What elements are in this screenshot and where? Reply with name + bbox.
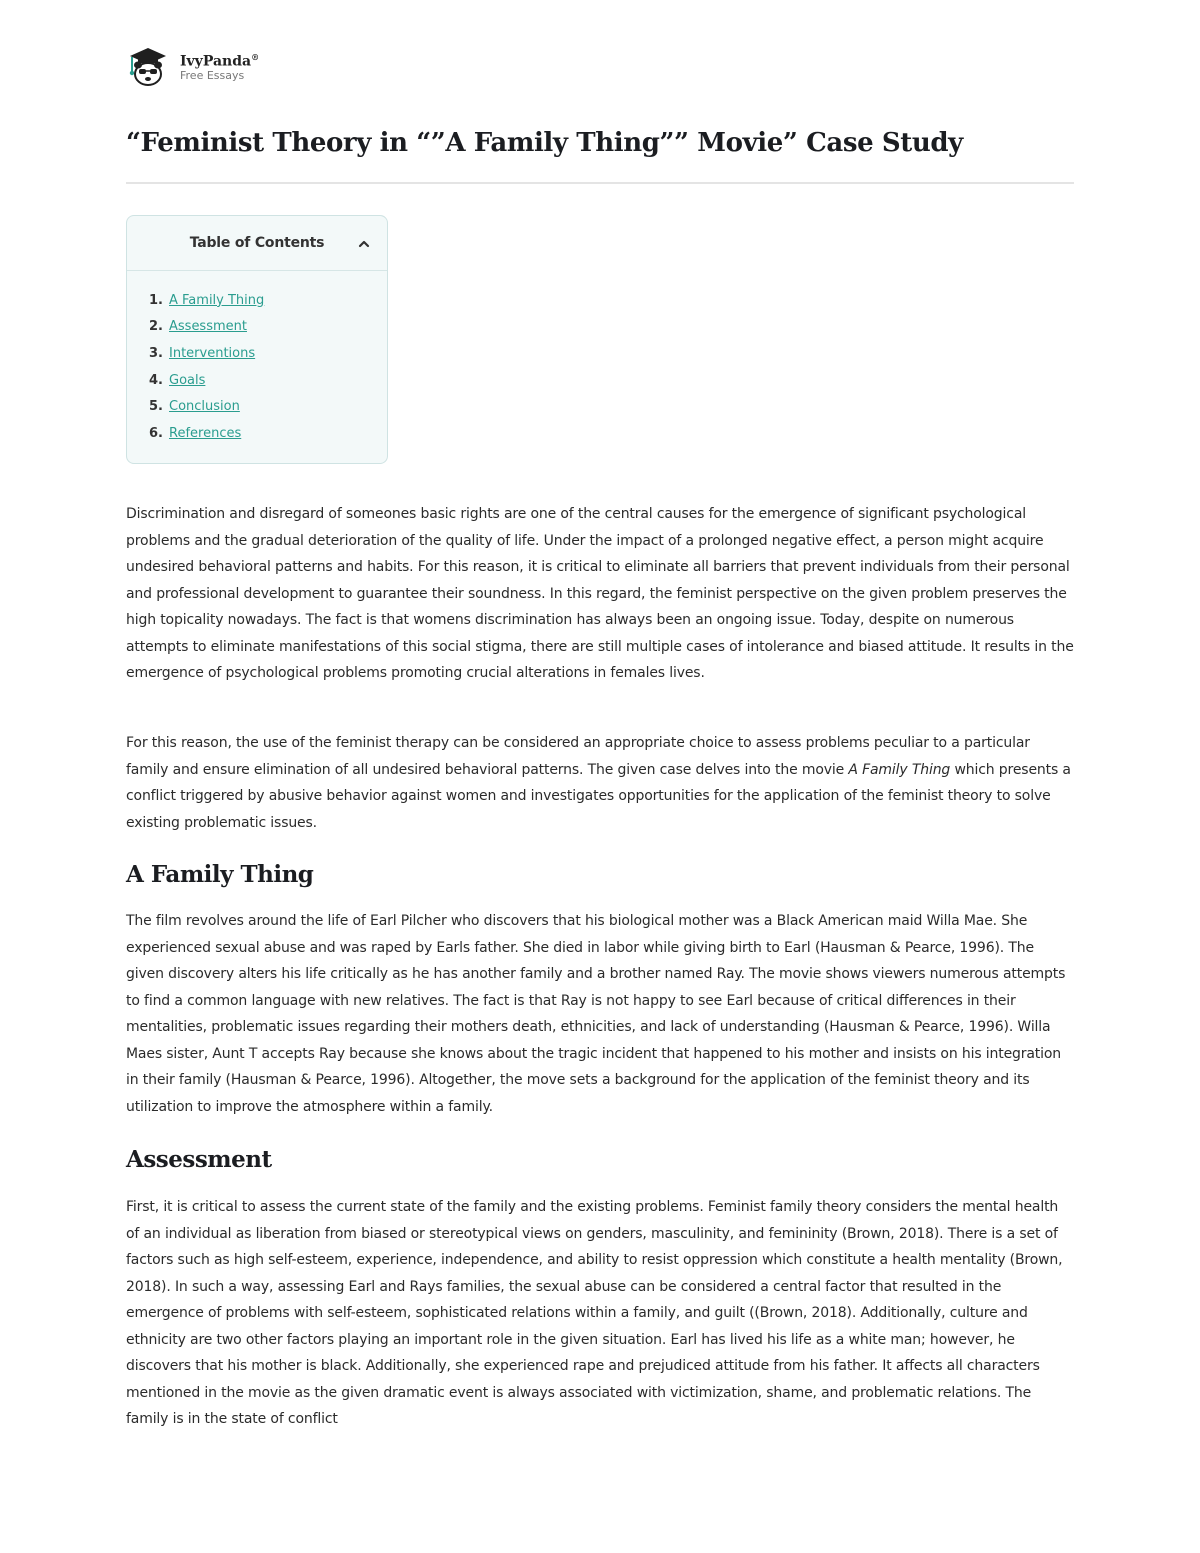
toc-link-assessment[interactable]: Assessment bbox=[169, 319, 247, 335]
intro-text: For this reason, the use of the feminist therapy can be considered an appropriate choice to assess problems peculiar to a particular family and ensure elimination of all undesired behavioral patterns. The given case delves into the movie bbox=[126, 735, 1030, 778]
panda-graduate-icon[interactable] bbox=[126, 44, 172, 88]
toc-item-number: 4. bbox=[149, 372, 163, 388]
toc-item-number: 3. bbox=[149, 345, 163, 361]
intro-paragraph-2 bbox=[126, 730, 1074, 836]
toc-item bbox=[149, 367, 387, 394]
toc-header[interactable] bbox=[127, 216, 387, 271]
toc-item-number: 5. bbox=[149, 399, 163, 415]
toc-title: Table of Contents bbox=[189, 235, 325, 251]
chevron-up-icon[interactable] bbox=[357, 236, 371, 250]
toc-link-conclusion[interactable]: Conclusion bbox=[169, 399, 240, 415]
table-of-contents bbox=[126, 215, 388, 464]
toc-item-number: 2. bbox=[149, 319, 163, 335]
section-heading-a-family-thing: A Family Thing bbox=[126, 861, 314, 888]
toc-item bbox=[149, 420, 387, 447]
movie-title: A Family Thing bbox=[848, 761, 951, 778]
toc-link-interventions[interactable]: Interventions bbox=[169, 345, 256, 361]
toc-item-number: 6. bbox=[149, 425, 163, 441]
page-title: “Feminist Theory in “”A Family Thing”” Movie” Case Study bbox=[126, 128, 963, 158]
title-divider bbox=[126, 182, 1074, 184]
section-paragraph: The film revolves around the life of Earl Pilcher who discovers that his biological mother was a Black American maid Willa Mae. She experienced sexual abuse and was raped by Earls father. She died in labor while giving birth to Earl (Hausman & Pearce, 1996). The given discovery alters his life critically as he has another family and a brother named Ray. The movie shows viewers numerous attempts to find a common language with new relatives. The fact is that Ray is not happy to see Earl because of critical differences in their mentalities, problematic issues regarding their mothers death, ethnicities, and lack of understanding (Hausman & Pearce, 1996). Willa Maes sister, Aunt T accepts Ray because she knows about the tragic incident that happened to his mother and insists on his integration in their family (Hausman & Pearce, 1996). Altogether, the move sets a background for the application of the feminist theory and its utilization to improve the atmosphere within a family. bbox=[126, 913, 1066, 1115]
toc-link-a-family-thing[interactable]: A Family Thing bbox=[169, 292, 265, 308]
toc-item bbox=[149, 287, 387, 314]
intro-paragraph-1: Discrimination and disregard of someones basic rights are one of the central causes for the emergence of significant psychological problems and the gradual deterioration of the quality of life. Under the impact of a prolonged negative effect, a person might acquire undesired behavioral patterns and habits. For this reason, it is critical to eliminate all barriers that prevent individuals from their personal and professional development to guarantee their soundness. In this regard, the feminist perspective on the given problem preserves the high topicality nowadays. The fact is that womens discrimination has always been an ongoing issue. Today, despite on numerous attempts to eliminate manifestations of this social stigma, there are still multiple cases of intolerance and biased attitude. It results in the emergence of psychological problems promoting crucial alterations in females lives. bbox=[126, 506, 1074, 681]
site-header bbox=[126, 44, 259, 88]
section-heading-assessment: Assessment bbox=[126, 1146, 272, 1173]
toc-item bbox=[149, 314, 387, 341]
toc-item bbox=[149, 340, 387, 367]
brand-name[interactable]: IvyPanda® bbox=[180, 51, 260, 70]
brand-tagline: Free Essays bbox=[180, 69, 245, 83]
toc-link-goals[interactable]: Goals bbox=[169, 372, 206, 388]
intro-text: which presents a conflict triggered by abusive behavior against women and investigates opportunities for the application of the feminist theory to solve existing problematic issues. bbox=[126, 761, 1071, 831]
section-paragraph: First, it is critical to assess the current state of the family and the existing problems. Feminist family theory considers the mental health of an individual as liberation from biased or stereotypical views on genders, masculinity, and femininity (Brown, 2018). There is a set of factors such as high self-esteem, experience, independence, and ability to resist oppression which constitute a health mentality (Brown, 2018). In such a way, assessing Earl and Rays families, the sexual abuse can be considered a central factor that resulted in the emergence of problems with self-esteem, sophisticated relations within a family, and guilt ((Brown, 2018). Additionally, culture and ethnicity are two other factors playing an important role in the given situation. Earl has lived his life as a white man; however, he discovers that his mother is black. Additionally, she experienced rape and prejudiced attitude from his father. It affects all characters mentioned in the movie as the given dramatic event is always associated with victimization, shame, and problematic relations. The family is in the state of conflict bbox=[126, 1199, 1063, 1427]
toc-link-references[interactable]: References bbox=[169, 425, 242, 441]
toc-list bbox=[127, 271, 387, 447]
toc-item-number: 1. bbox=[149, 292, 163, 308]
toc-item bbox=[149, 393, 387, 420]
